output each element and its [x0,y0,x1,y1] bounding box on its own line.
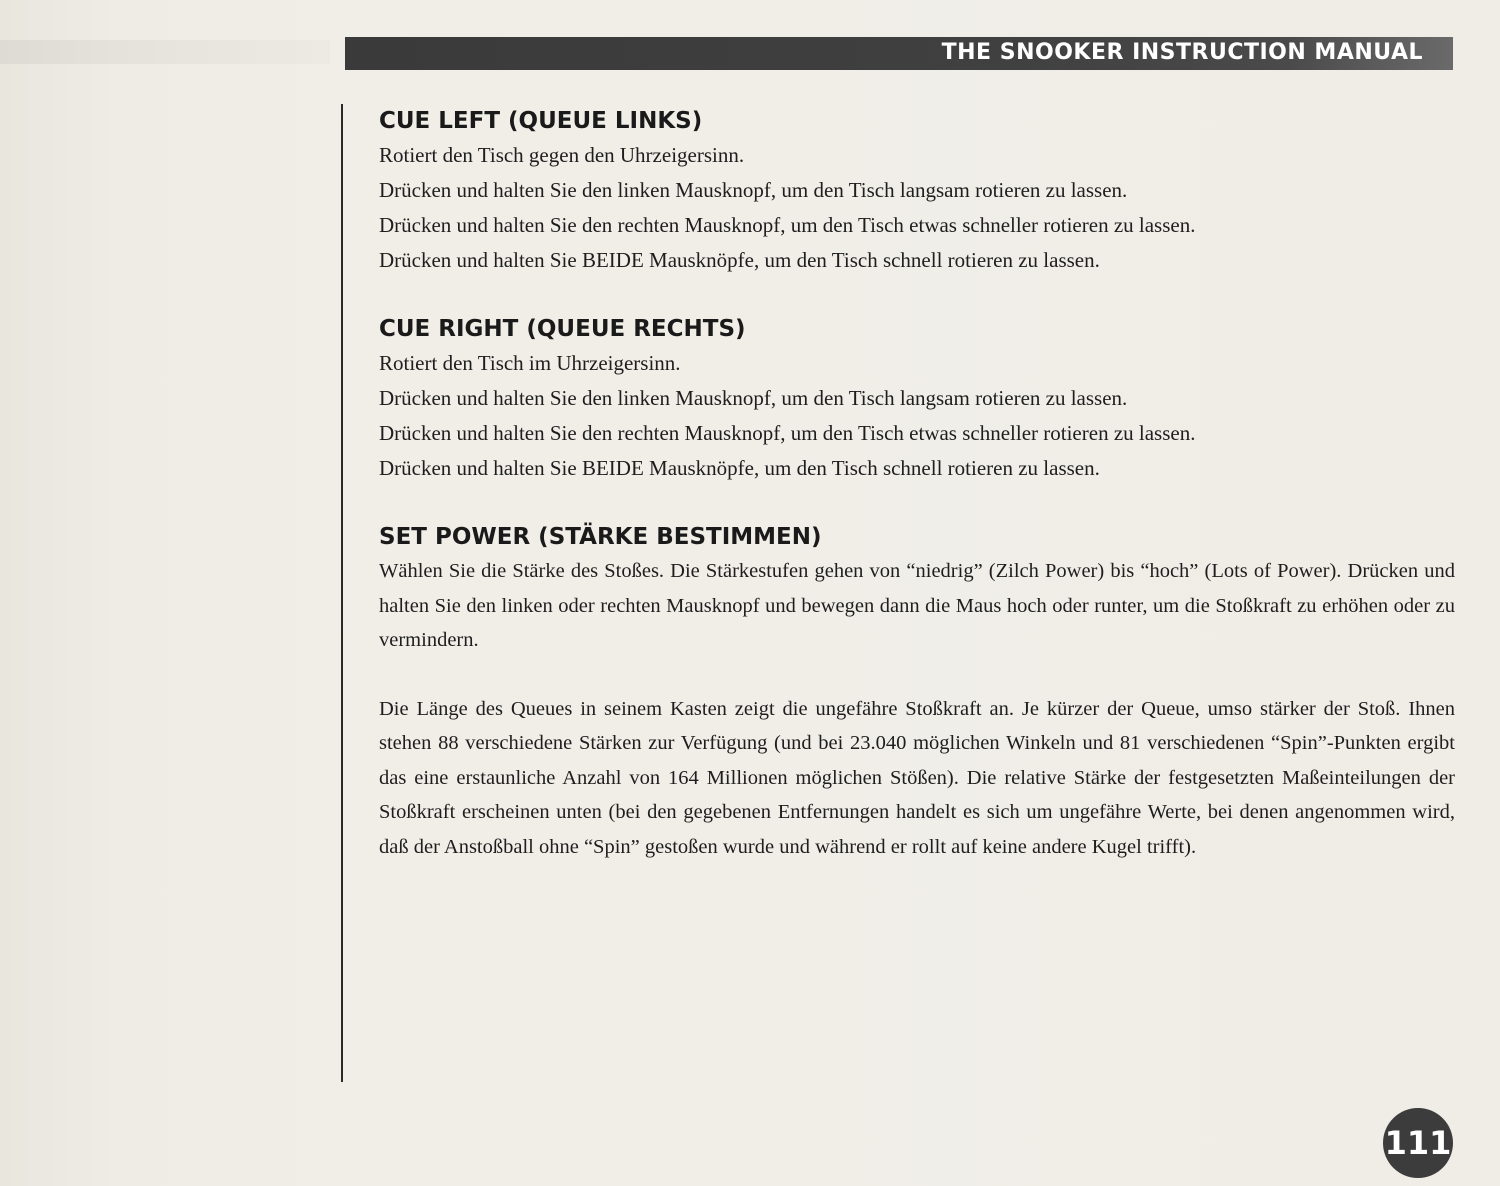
text-line: Drücken und halten Sie den rechten Mausknopf, um den Tisch etwas schneller rotieren zu lassen. [379,421,1196,445]
text-line: Drücken und halten Sie den rechten Mausknopf, um den Tisch etwas schneller rotieren zu lassen. [379,213,1196,237]
text-line: Drücken und halten Sie BEIDE Mausknöpfe, um den Tisch schnell rotieren zu lassen. [379,248,1100,272]
text-line: Drücken und halten Sie den linken Mausknopf, um den Tisch langsam rotieren zu lassen. [379,178,1128,202]
header-bar [345,37,1453,70]
section-set-power [379,520,1459,864]
section-heading: CUE LEFT (QUEUE LINKS) [379,108,703,134]
text-line: Rotiert den Tisch gegen den Uhrzeigersinn. [379,143,745,167]
vertical-rule [341,104,343,1082]
section-heading: CUE RIGHT (QUEUE RECHTS) [379,316,746,342]
spacer [379,486,1459,520]
facing-page-shadow [0,40,330,64]
section-cue-left [379,104,1459,278]
text-line: Rotiert den Tisch im Uhrzeigersinn. [379,351,681,375]
page-number-badge: 111 [1383,1108,1453,1178]
paragraph: Die Länge des Queues in seinem Kasten zeigt die ungefähre Stoßkraft an. Je kürzer der Queue, umso stärker der Stoß. Ihnen stehen 88 verschiedene Stärken zur Verfügung (und bei 23.040 möglichen Winkeln und 81 verschiedenen “Spin”-Punkten ergibt das eine erstaunliche Anzahl von 164 Millionen möglichen Stößen). Die relative Stärke der festgesetzten Maßeinteilungen der Stoßkraft erscheinen unten (bei den gegebenen Entfernungen handelt es sich um ungefähre Werte, bei denen angenommen wird, daß der Anstoßball ohne “Spin” gestoßen wurde und während er rollt auf keine andere Kugel trifft). [379,697,1455,858]
text-line: Drücken und halten Sie den linken Mausknopf, um den Tisch langsam rotieren zu lassen. [379,386,1128,410]
section-heading: SET POWER (STÄRKE BESTIMMEN) [379,524,822,550]
text-line: Drücken und halten Sie BEIDE Mausknöpfe, um den Tisch schnell rotieren zu lassen. [379,456,1100,480]
spacer [379,278,1459,312]
manual-title: THE SNOOKER INSTRUCTION MANUAL [941,40,1423,65]
spacer [379,658,1459,692]
paragraph: Wählen Sie die Stärke des Stoßes. Die Stärkestufen gehen von “niedrig” (Zilch Power) bis “hoch” (Lots of Power). Drücken und halten Sie den linken oder rechten Mausknopf und bewegen dann die Maus hoch oder runter, um die Stoßkraft zu erhöhen oder zu vermindern. [379,560,1455,651]
section-cue-right [379,312,1459,486]
content-column [379,104,1459,864]
